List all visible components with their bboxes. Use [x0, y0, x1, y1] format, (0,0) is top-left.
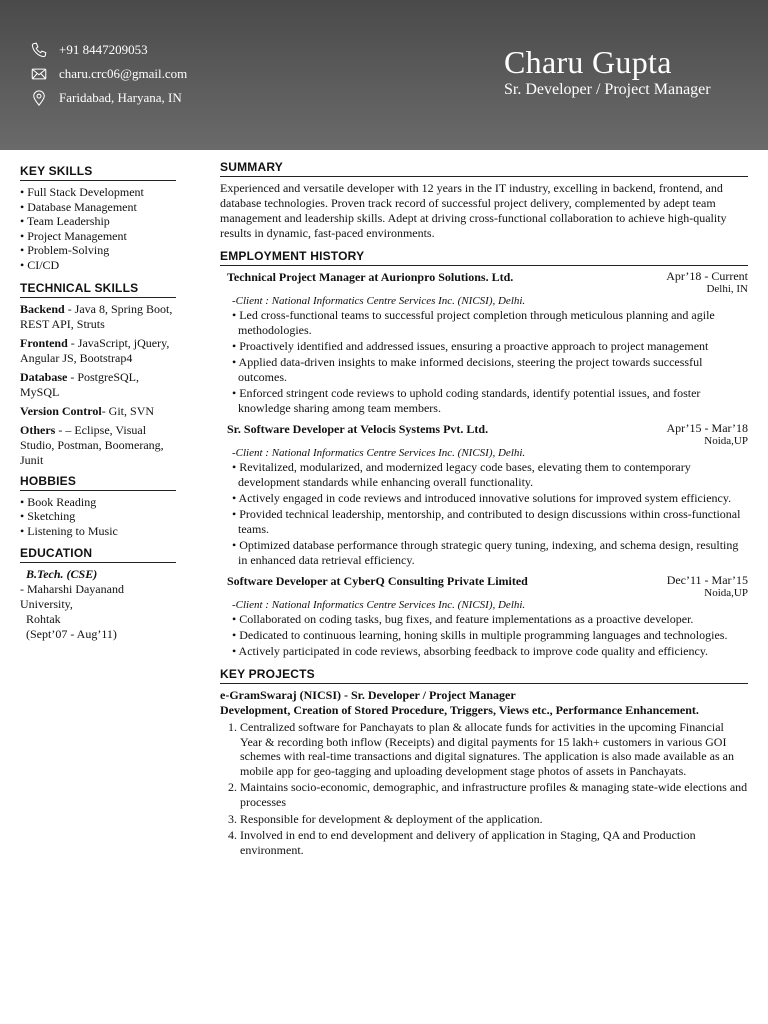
- right-column: [220, 160, 748, 859]
- key-skills-heading: KEY SKILLS: [20, 164, 176, 181]
- contact-email: [30, 62, 187, 86]
- tech-skill-value: - – Eclipse, Visual Studio, Postman, Boomerang, Junit: [20, 422, 164, 467]
- list-item: • Team Leadership: [20, 214, 176, 229]
- list-item: • Database Management: [20, 200, 176, 215]
- job-title: Software Developer at CyberQ Consulting Private Limited: [227, 574, 528, 588]
- list-item: • Revitalized, modularized, and modernized legacy code bases, elevating them to contemporary development standards while enhancing overall functionality.: [232, 460, 748, 490]
- candidate-role: Sr. Developer / Project Manager: [504, 81, 711, 98]
- tech-skill-value: - Git, SVN: [101, 403, 155, 418]
- job-dates: Apr’18 - Current: [666, 269, 748, 283]
- tech-skill-label: Others: [20, 422, 56, 437]
- tech-skill-item: [20, 404, 176, 419]
- left-column: [20, 160, 176, 642]
- location-pin-icon: [30, 89, 48, 107]
- tech-skill-value: - JavaScript, jQuery, Angular JS, Bootstrap4: [20, 335, 170, 365]
- list-item: • Collaborated on coding tasks, bug fixes, and feature implementations as a proactive developer.: [232, 612, 748, 627]
- job-header: [220, 270, 748, 296]
- job-client: -Client : National Informatics Centre Services Inc. (NICSI), Delhi.: [232, 295, 526, 307]
- job-client: -Client : National Informatics Centre Services Inc. (NICSI), Delhi.: [232, 599, 526, 611]
- list-item: • Full Stack Development: [20, 185, 176, 200]
- technical-skills-heading: TECHNICAL SKILLS: [20, 281, 176, 298]
- name-block: [504, 44, 711, 100]
- job-location: Noida,UP: [704, 587, 748, 599]
- tech-skill-label: Version Control: [20, 403, 102, 418]
- job-location: Delhi, IN: [706, 283, 748, 295]
- tech-skill-label: Database: [20, 369, 68, 384]
- tech-skill-item: [20, 423, 176, 468]
- job-dates: Apr’15 - Mar’18: [666, 421, 748, 435]
- list-item: 1. Centralized software for Panchayats to plan & allocate funds for activities in the upcoming Financial Year & recording both inflow (Receipts) and digital payments for 15 lakh+ customers in various GOI schemes with real-time transactions and digital signatures. The application is also made available as an mobile app for geo-tagging and uploading development stage photos of assets in Panchayats.: [240, 720, 748, 778]
- tech-skill-item: [20, 336, 176, 366]
- project-name: e-GramSwaraj (NICSI) - Sr. Developer / Project Manager: [220, 688, 516, 702]
- list-item: • Actively participated in code reviews, absorbing feedback to improve code quality and efficiency.: [232, 644, 748, 659]
- job-meta: [667, 574, 748, 600]
- list-item: • Sketching: [20, 509, 176, 524]
- job-meta: [666, 422, 748, 448]
- tech-skill-value: - PostgreSQL, MySQL: [20, 369, 140, 399]
- job-meta: [666, 270, 748, 296]
- project-points: [220, 720, 748, 857]
- job-dates: Dec’11 - Mar’15: [666, 573, 748, 587]
- hobbies-heading: HOBBIES: [20, 474, 176, 491]
- job-entry: [220, 574, 748, 659]
- list-item: • Actively engaged in code reviews and introduced innovative solutions for improved system efficiency.: [232, 491, 748, 506]
- list-item: • Applied data-driven insights to make informed decisions, steering the project towards successful outcomes.: [232, 355, 748, 385]
- job-location: Noida,UP: [704, 435, 748, 447]
- degree: B.Tech. (CSE): [26, 567, 98, 582]
- list-item: • Proactively identified and addressed issues, ensuring a proactive approach to project management: [232, 339, 748, 354]
- phone-text[interactable]: +91 8447209053: [59, 42, 148, 57]
- mail-icon: [30, 65, 48, 83]
- tech-skill-label: Backend: [20, 301, 65, 316]
- list-item: • Listening to Music: [20, 524, 176, 539]
- phone-icon: [30, 41, 48, 59]
- university: - Maharshi Dayanand University,: [20, 582, 124, 612]
- key-skills-list: [20, 185, 176, 273]
- summary-text: Experienced and versatile developer with 12 years in the IT industry, excelling in backend, frontend, and database technologies. Proven track record of successful project delivery, complemented by adept team management and leadership skills. Adept at driving cross-functional collaboration to achieve high-quality results in dynamic, fast-paced environments.: [220, 181, 727, 240]
- list-item: 3. Responsible for development & deployment of the application.: [240, 812, 748, 827]
- job-title: Sr. Software Developer at Velocis Systems Pvt. Ltd.: [227, 422, 489, 436]
- contact-info: [30, 38, 187, 110]
- key-projects-heading: KEY PROJECTS: [220, 667, 748, 684]
- list-item: 4. Involved in end to end development and delivery of application in Staging, QA and Production environment.: [240, 828, 748, 857]
- list-item: • Project Management: [20, 229, 176, 244]
- job-entry: [220, 422, 748, 568]
- location-text: Faridabad, Haryana, IN: [59, 90, 182, 105]
- job-bullets: [220, 612, 748, 659]
- summary-heading: SUMMARY: [220, 160, 748, 177]
- list-item: • Provided technical leadership, mentorship, and contributed to design discussions within cross-functional teams.: [232, 507, 748, 537]
- job-header: [220, 574, 748, 600]
- project-subtitle: Development, Creation of Stored Procedure, Triggers, Views etc., Performance Enhancement.: [220, 703, 699, 717]
- candidate-name: Charu Gupta: [504, 44, 672, 80]
- education-entry: [20, 567, 176, 642]
- job-client: -Client : National Informatics Centre Services Inc. (NICSI), Delhi.: [232, 447, 526, 459]
- tech-skill-item: [20, 302, 176, 332]
- job-bullets: [220, 460, 748, 568]
- tech-skill-label: Frontend: [20, 335, 68, 350]
- list-item: • Optimized database performance through strategic query tuning, indexing, and schema design, resulting in enhanced data retrieval efficiency.: [232, 538, 748, 568]
- university-city: Rohtak: [26, 612, 61, 627]
- job-title: Technical Project Manager at Aurionpro Solutions. Ltd.: [227, 270, 514, 284]
- list-item: • CI/CD: [20, 258, 176, 273]
- list-item: • Problem-Solving: [20, 243, 176, 258]
- hobbies-list: [20, 495, 176, 539]
- list-item: • Enforced stringent code reviews to uphold coding standards, identify potential issues, and foster knowledge sharing among team members.: [232, 386, 748, 416]
- job-bullets: [220, 308, 748, 416]
- list-item: • Dedicated to continuous learning, honing skills in multiple programming languages and technologies.: [232, 628, 748, 643]
- tech-skill-value: - Java 8, Spring Boot, REST API, Struts: [20, 301, 173, 331]
- education-dates: (Sept’07 - Aug’11): [26, 627, 117, 642]
- list-item: • Book Reading: [20, 495, 176, 510]
- job-header: [220, 422, 748, 448]
- contact-location: [30, 86, 187, 110]
- contact-phone: [30, 38, 187, 62]
- email-text[interactable]: charu.crc06@gmail.com: [59, 66, 188, 81]
- employment-heading: EMPLOYMENT HISTORY: [220, 249, 748, 266]
- list-item: • Led cross-functional teams to successful project completion through meticulous planning and agile methodologies.: [232, 308, 748, 338]
- education-heading: EDUCATION: [20, 546, 176, 563]
- list-item: 2. Maintains socio-economic, demographic, and infrastructure profiles & managing state-wide elections and processes: [240, 780, 748, 809]
- technical-skills-list: [20, 302, 176, 468]
- job-entry: [220, 270, 748, 416]
- tech-skill-item: [20, 370, 176, 400]
- resume-header: [0, 0, 768, 150]
